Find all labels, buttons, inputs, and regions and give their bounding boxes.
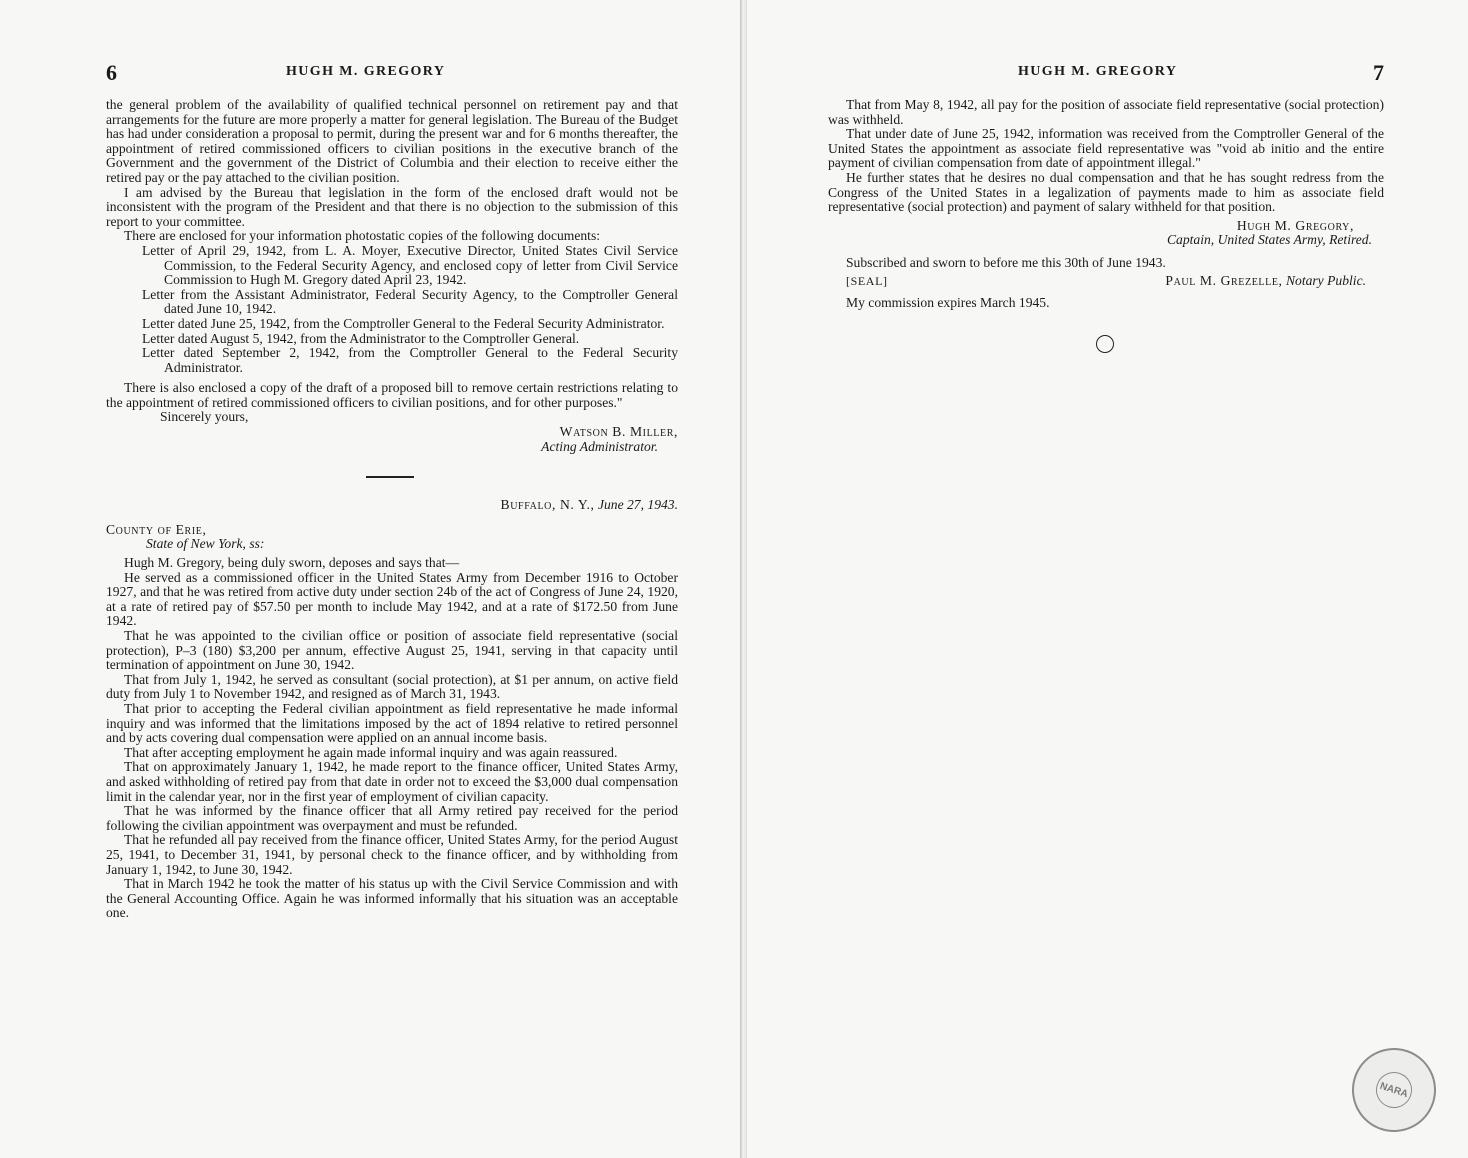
- affidavit-paragraph: That he refunded all pay received from the finance officer, United States Army, for the period August 25, 1941, to December 31, 1941, by personal check to the finance officer, and by withholding from January 1, 1942, to June 30, 1942.: [106, 832, 678, 877]
- signer-name: Watson B. Miller,: [559, 424, 678, 440]
- page-number: 7: [1373, 60, 1384, 85]
- running-header: [828, 60, 1384, 94]
- closing: Sincerely yours,: [160, 409, 249, 425]
- section-divider: [366, 476, 414, 478]
- commission-expiry: My commission expires March 1945.: [846, 295, 1050, 311]
- affidavit-paragraph: That under date of June 25, 1942, information was received from the Comptroller General of the United States the appointment as associate field representative was "void ab initio and the entire payment of civilian compensation from date of appointment illegal.": [828, 126, 1384, 171]
- page-number: 6: [106, 60, 117, 85]
- signer-title: Captain, United States Army, Retired.: [1166, 232, 1372, 248]
- signature-block: [828, 219, 1384, 248]
- signer-title: Acting Administrator.: [541, 438, 658, 454]
- enclosed-documents-list: [106, 244, 678, 375]
- signature-block: [106, 425, 678, 454]
- list-item: Letter dated June 25, 1942, from the Comptroller General to the Federal Security Administrator.: [142, 315, 665, 331]
- place-date: June 27, 1943.: [597, 497, 678, 513]
- affidavit-paragraph: That from July 1, 1942, he served as consultant (social protection), at $1 per annum, on active field duty from July 1 to November 1942, and resigned as of March 31, 1943.: [106, 671, 678, 702]
- running-head-title: HUGH M. GREGORY: [1018, 64, 1178, 79]
- affidavit-paragraph: That prior to accepting the Federal civilian appointment as field representative he made informal inquiry and was informed that the limitations imposed by the act of 1894 relative to retired personnel and by acts covering dual compensation were applied on an annual income basis.: [106, 700, 678, 746]
- seal-mark: [SEAL]: [846, 273, 888, 288]
- body-paragraph: There is also enclosed a copy of the draft of a proposed bill to remove certain restrictions relating to the appointment of retired commissioned officers to civilian positions, and for other purposes.": [106, 380, 678, 410]
- affidavit-paragraph: That he was appointed to the civilian office or position of associate field representative (social protection), P–3 (180) $3,200 per annum, effective August 25, 1941, serving in that capacity until termination of appointment on June 30, 1942.: [106, 628, 678, 673]
- place-city: Buffalo, N. Y.,: [500, 497, 595, 513]
- body-paragraph: I am advised by the Bureau that legislation in the form of the enclosed draft would not be inconsistent with the program of the President and that there is no objection to the submission of this report to your committee.: [106, 184, 678, 229]
- list-item: Letter from the Assistant Administrator, Federal Security Agency, to the Comptroller General dated June 10, 1942.: [142, 286, 678, 317]
- affidavit-paragraph: He further states that he desires no dual compensation and that he has sought redress from the Congress of the United States in a legalization of payments made to him as associate field representative (social protection) and payment of salary withheld for that position.: [828, 169, 1384, 215]
- notary-title: Notary Public.: [1285, 272, 1366, 288]
- list-item: Letter of April 29, 1942, from L. A. Moyer, Executive Director, United States Civil Service Commission, to the Federal Security Agency, and enclosed copy of letter from Civil Service Commission to Hugh M. Gregory dated April 23, 1942.: [142, 242, 678, 288]
- body-paragraph: There are enclosed for your information photostatic copies of the following documents:: [124, 228, 601, 244]
- right-page: [746, 0, 1468, 1158]
- sworn-statement: Subscribed and sworn to before me this 30th of June 1943.: [846, 254, 1166, 270]
- list-item: Letter dated September 2, 1942, from the Comptroller General to the Federal Security Administrator.: [142, 345, 678, 375]
- affidavit-paragraph: That he was informed by the finance officer that all Army retired pay received for the period following the civilian appointment was overpayment and must be refunded.: [106, 803, 678, 833]
- affidavit-paragraph: He served as a commissioned officer in the United States Army from December 1916 to October 1927, and that he was retired from active duty under section 24b of the act of Congress of June 24, 1920, at a rate of retired pay of $57.50 per month to include May 1942, and at a rate of $172.50 from June 1942.: [106, 569, 678, 629]
- notary-line: [828, 274, 1384, 289]
- place-date-line: [106, 498, 678, 513]
- affidavit-paragraph: That after accepting employment he again made informal inquiry and was again reassured.: [124, 744, 618, 760]
- affidavit-paragraph: That from May 8, 1942, all pay for the position of associate field representative (social protection) was withheld.: [828, 97, 1384, 127]
- end-mark-circle: [1096, 335, 1114, 353]
- running-header: [106, 60, 678, 94]
- signer-name: Hugh M. Gregory,: [1236, 217, 1354, 233]
- list-item: Letter dated August 5, 1942, from the Administrator to the Comptroller General.: [142, 330, 580, 346]
- state-line: State of New York, ss:: [146, 536, 265, 552]
- county-line: County of Erie,: [106, 521, 207, 537]
- affidavit-paragraph: That on approximately January 1, 1942, he made report to the finance officer, United States Army, and asked withholding of retired pay from that date in order not to exceed the $3,000 dual compensation limit in the calendar year, nor in the first year of employment of civilian capacity.: [106, 759, 678, 804]
- affidavit-intro: Hugh M. Gregory, being duly sworn, deposes and says that—: [124, 555, 460, 571]
- affidavit-paragraph: That in March 1942 he took the matter of his status up with the Civil Service Commission and with the General Accounting Office. Again he was informed informally that his situation was an acceptable one.: [106, 876, 678, 921]
- notary-name: Paul M. Grezelle,: [1165, 272, 1283, 288]
- body-paragraph: the general problem of the availability of qualified technical personnel on retirement pay and that arrangements for the future are more properly a matter for general legislation. The Bureau of the Budget has had under consideration a proposal to permit, during the present war and for 6 months thereafter, the appointment of retired commissioned officers to civilian positions in the executive branch of the Government and the government of the District of Columbia and their election to receive either the retired pay or the pay attached to the civilian position.: [106, 97, 678, 185]
- running-head-title: HUGH M. GREGORY: [286, 64, 446, 79]
- stamp-center: NARA: [1371, 1067, 1416, 1112]
